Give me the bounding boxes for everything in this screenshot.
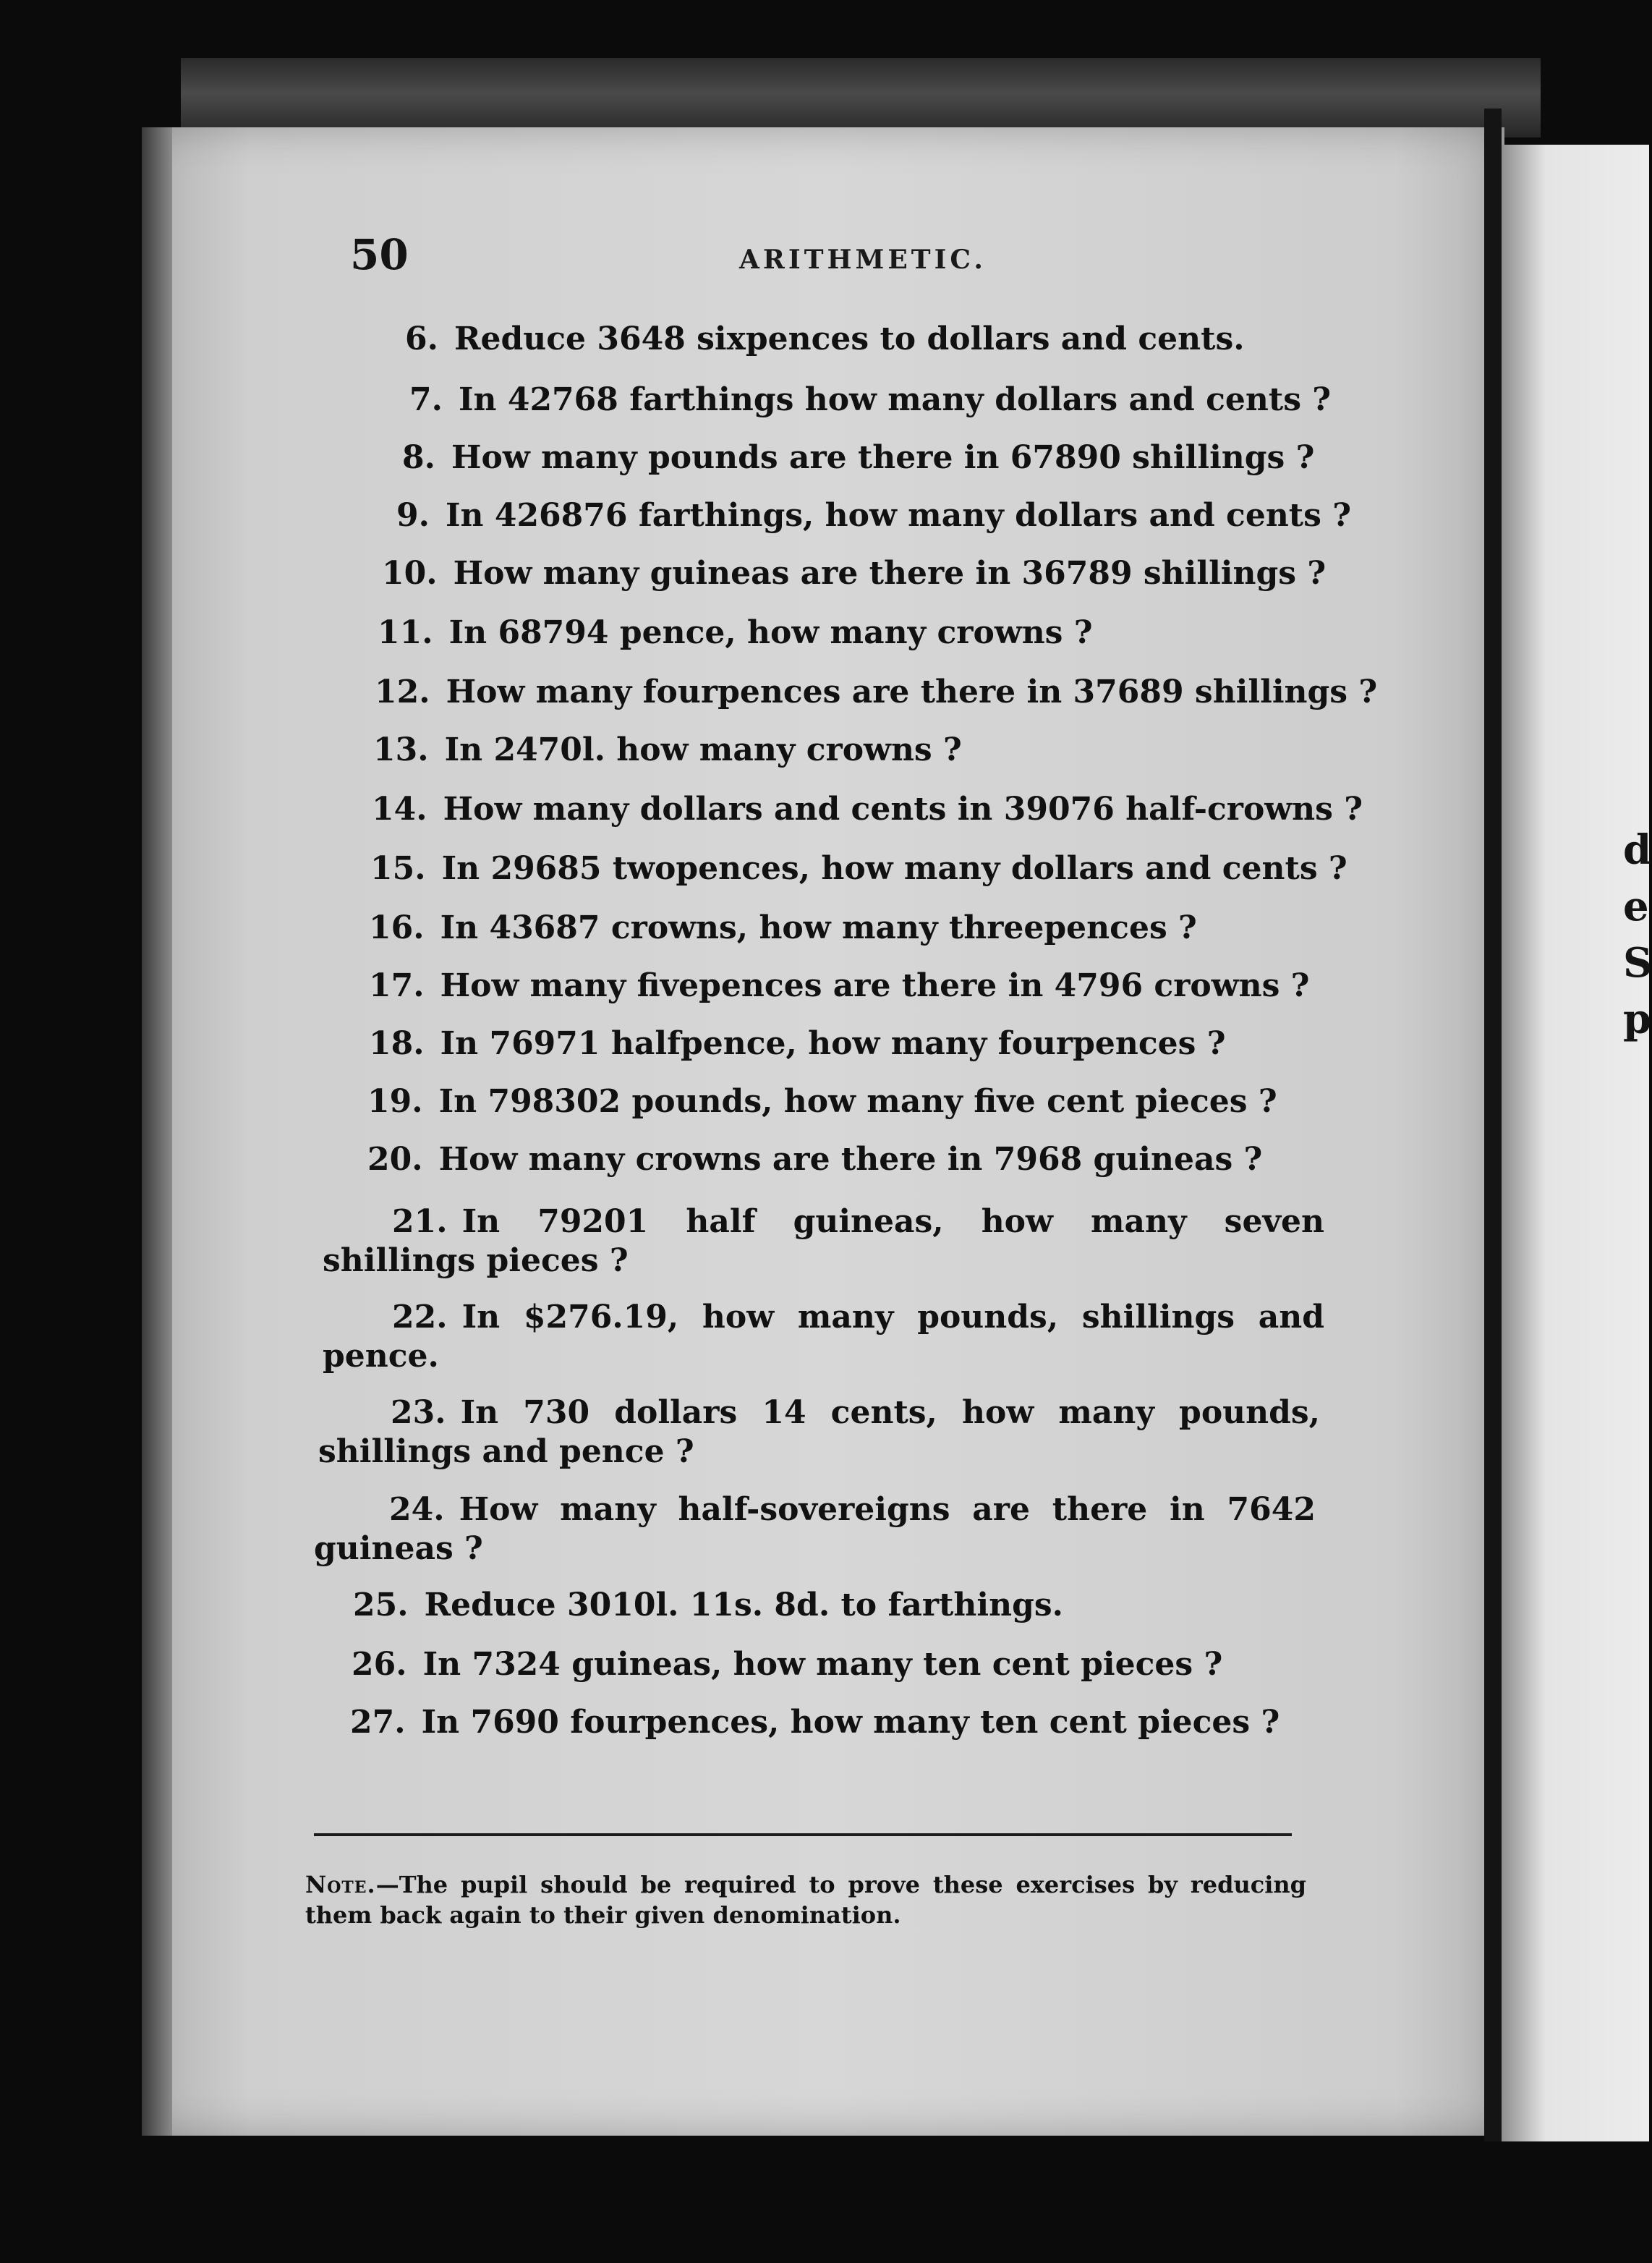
exercise-number: 16. [369,909,425,946]
exercise-text: How many dollars and cents in 39076 half-crowns ? [443,791,1363,828]
exercise-text: In $276.19, how many pounds, shillings and pence. [323,1299,1324,1375]
exercise-item [350,1704,1280,1741]
exercise-item [396,498,1351,534]
exercise-item [369,1026,1226,1062]
exercise-text: In 29685 twopences, how many dollars and cents ? [441,850,1347,887]
exercise-number: 13. [373,731,429,768]
exercise-item [405,321,1245,357]
facing-letter: p [1623,995,1652,1043]
exercise-number: 23. [391,1394,446,1431]
exercise-number: 11. [378,614,433,651]
exercise-text: In 76971 halfpence, how many fourpences ? [440,1025,1226,1062]
exercise-text: How many crowns are there in 7968 guineas ? [438,1141,1263,1178]
horizontal-rule [314,1833,1292,1836]
exercise-number: 10. [382,555,438,592]
facing-page-text [1623,822,1652,1048]
exercise-text: In 2470l. how many crowns ? [444,731,962,768]
exercise-item [382,556,1326,592]
exercise-text: In 7690 fourpences, how many ten cent pieces ? [421,1704,1280,1741]
exercise-text: In 68794 pence, how many crowns ? [448,614,1093,651]
exercise-text: How many guineas are there in 36789 shillings ? [453,555,1327,592]
scan-border-top [181,58,1541,137]
exercise-text: How many fourpences are there in 37689 shillings ? [446,674,1378,710]
exercise-item [369,910,1197,946]
facing-letter: d [1623,826,1652,874]
exercise-text: In 42768 farthings how many dollars and cents ? [458,381,1332,418]
exercise-number: 7. [409,381,443,418]
book-spine [1484,109,1502,2141]
page-number: 50 [350,230,409,279]
note-label: Note. [305,1871,376,1898]
exercise-text: How many fivepences are there in 4796 crowns ? [440,967,1310,1004]
exercise-item [370,851,1347,887]
exercise-number: 17. [369,967,425,1004]
exercise-number: 19. [367,1083,423,1120]
exercise-number: 25. [353,1587,409,1623]
exercise-item [367,1084,1277,1120]
exercise-item [375,674,1377,710]
page-left-edge [142,127,172,2136]
exercise-text: In 798302 pounds, how many five cent pieces ? [438,1083,1277,1120]
exercise-item [402,440,1314,476]
exercise-text: In 426876 farthings, how many dollars and cents ? [445,497,1352,534]
exercise-item [409,382,1331,418]
exercise-item [314,1490,1316,1568]
exercise-item [323,1298,1324,1376]
exercise-number: 22. [392,1299,448,1336]
note-text: —The pupil should be required to prove these exercises by reducing them back again to their given denomination. [305,1871,1306,1929]
exercise-number: 21. [392,1203,448,1240]
exercise-number: 24. [389,1491,445,1528]
exercise-item [369,968,1309,1004]
footnote [305,1869,1306,1930]
exercise-item [372,791,1363,828]
exercise-text: How many pounds are there in 67890 shillings ? [451,439,1315,476]
exercise-item [353,1587,1063,1623]
exercise-number: 26. [352,1646,407,1683]
exercise-item [367,1142,1262,1178]
running-head: ARITHMETIC. [739,245,987,275]
facing-page [1502,145,1652,2141]
exercise-text: In 7324 guineas, how many ten cent pieces ? [422,1646,1223,1683]
exercise-number: 20. [367,1141,423,1178]
exercise-number: 14. [372,791,427,828]
exercise-item [378,615,1093,651]
exercise-text: Reduce 3648 sixpences to dollars and cents. [454,320,1245,357]
exercise-text: Reduce 3010l. 11s. 8d. to farthings. [424,1587,1063,1623]
exercise-text: How many half-sovereigns are there in 7642 guineas ? [314,1491,1316,1567]
page-header [0,230,1649,281]
exercise-item [318,1393,1320,1472]
exercise-text: In 79201 half guineas, how many seven shillings pieces ? [323,1203,1324,1279]
facing-letter: S [1623,939,1652,987]
exercise-number: 27. [350,1704,406,1741]
exercise-number: 12. [375,674,430,710]
exercise-item [373,732,962,768]
exercise-number: 6. [405,320,438,357]
exercise-number: 15. [370,850,426,887]
exercise-number: 8. [402,439,435,476]
exercise-item [323,1202,1324,1281]
exercise-text: In 43687 crowns, how many threepences ? [440,909,1197,946]
exercise-text: In 730 dollars 14 cents, how many pounds, shillings and pence ? [318,1394,1320,1470]
exercise-item [352,1647,1222,1683]
exercise-number: 9. [396,497,430,534]
exercise-number: 18. [369,1025,425,1062]
facing-letter: e [1623,883,1649,930]
